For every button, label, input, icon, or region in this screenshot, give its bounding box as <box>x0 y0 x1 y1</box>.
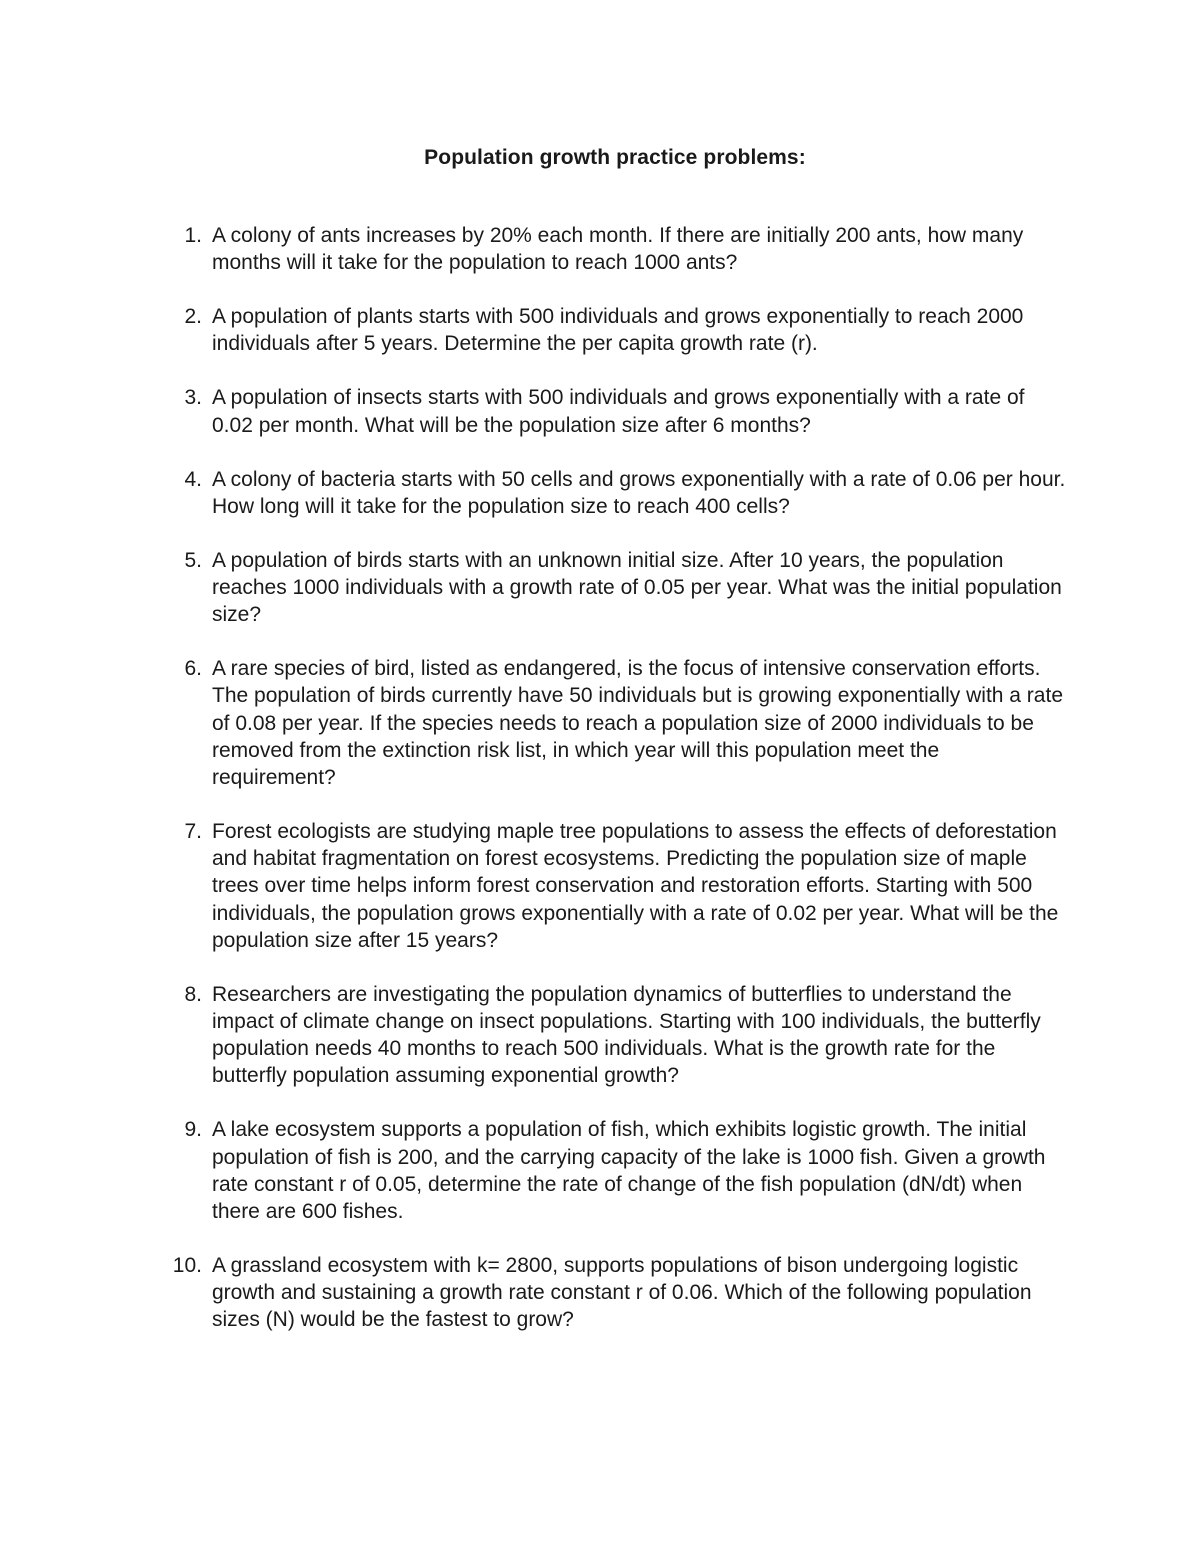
list-item <box>168 384 1068 438</box>
problem-text: A population of plants starts with 500 individuals and grows exponentially to reach 2000 individuals after 5 years. Determine the per capita growth rate (r). <box>212 305 1024 356</box>
list-item <box>168 818 1068 954</box>
list-item <box>168 655 1068 791</box>
problem-text: Researchers are investigating the population dynamics of butterflies to understand the impact of climate change on insect populations. Starting with 100 individuals, the butterfly population needs 40 months to reach 500 individuals. What is the growth rate for the butterfly population assuming exponential growth? <box>212 982 1041 1088</box>
problem-number: 2. <box>184 305 202 329</box>
list-item <box>168 1252 1068 1334</box>
problem-number: 7. <box>184 820 202 844</box>
problem-text: A population of insects starts with 500 individuals and grows exponentially with a rate of 0.02 per month. What will be the population size after 6 months? <box>212 386 1025 437</box>
list-item <box>168 222 1068 276</box>
list-item <box>168 547 1068 629</box>
problem-text: A colony of bacteria starts with 50 cells and grows exponentially with a rate of 0.06 per hour. How long will it take for the population size to reach 400 cells? <box>212 467 1066 518</box>
problem-text: A lake ecosystem supports a population of fish, which exhibits logistic growth. The initial population of fish is 200, and the carrying capacity of the lake is 1000 fish. Given a growth rate constant r of 0.05, determine the rate of change of the fish population (dN/dt) when there are 600 fishes. <box>212 1118 1046 1224</box>
list-item <box>168 1116 1068 1225</box>
problem-text: A grassland ecosystem with k= 2800, supports populations of bison undergoing logistic growth and sustaining a growth rate constant r of 0.06. Which of the following population sizes (N) would be the fastest to grow? <box>212 1254 1032 1332</box>
list-item <box>168 303 1068 357</box>
problem-number: 3. <box>184 386 202 410</box>
problem-text: A colony of ants increases by 20% each month. If there are initially 200 ants, how many months will it take for the population to reach 1000 ants? <box>212 224 1024 275</box>
problem-text: A population of birds starts with an unknown initial size. After 10 years, the population reaches 1000 individuals with a growth rate of 0.05 per year. What was the initial population size? <box>212 548 1062 627</box>
problem-text: A rare species of bird, listed as endangered, is the focus of intensive conservation efforts. The population of birds currently have 50 individuals but is growing exponentially with a rate of 0.08 per year. If the species needs to reach a population size of 2000 individuals to be removed from the extinction risk list, in which year will this population meet the requirement? <box>212 657 1063 790</box>
problem-list <box>168 222 1068 1360</box>
problem-number: 8. <box>184 982 202 1006</box>
problem-number: 9. <box>184 1118 202 1142</box>
list-item <box>168 466 1068 520</box>
problem-number: 6. <box>184 657 202 681</box>
problem-number: 1. <box>184 224 202 247</box>
page-title: Population growth practice problems: <box>424 146 806 169</box>
problem-number: 10. <box>172 1254 202 1278</box>
problem-number: 4. <box>184 467 202 491</box>
list-item <box>168 981 1068 1090</box>
problem-text: Forest ecologists are studying maple tree populations to assess the effects of deforestation and habitat fragmentation on forest ecosystems. Predicting the population size of maple trees over time helps inform forest conservation and restoration efforts. Starting with 500 individuals, the population grows exponentially with a rate of 0.02 per year. What will be the population size after 15 years? <box>212 820 1059 952</box>
problem-number: 5. <box>184 548 202 572</box>
